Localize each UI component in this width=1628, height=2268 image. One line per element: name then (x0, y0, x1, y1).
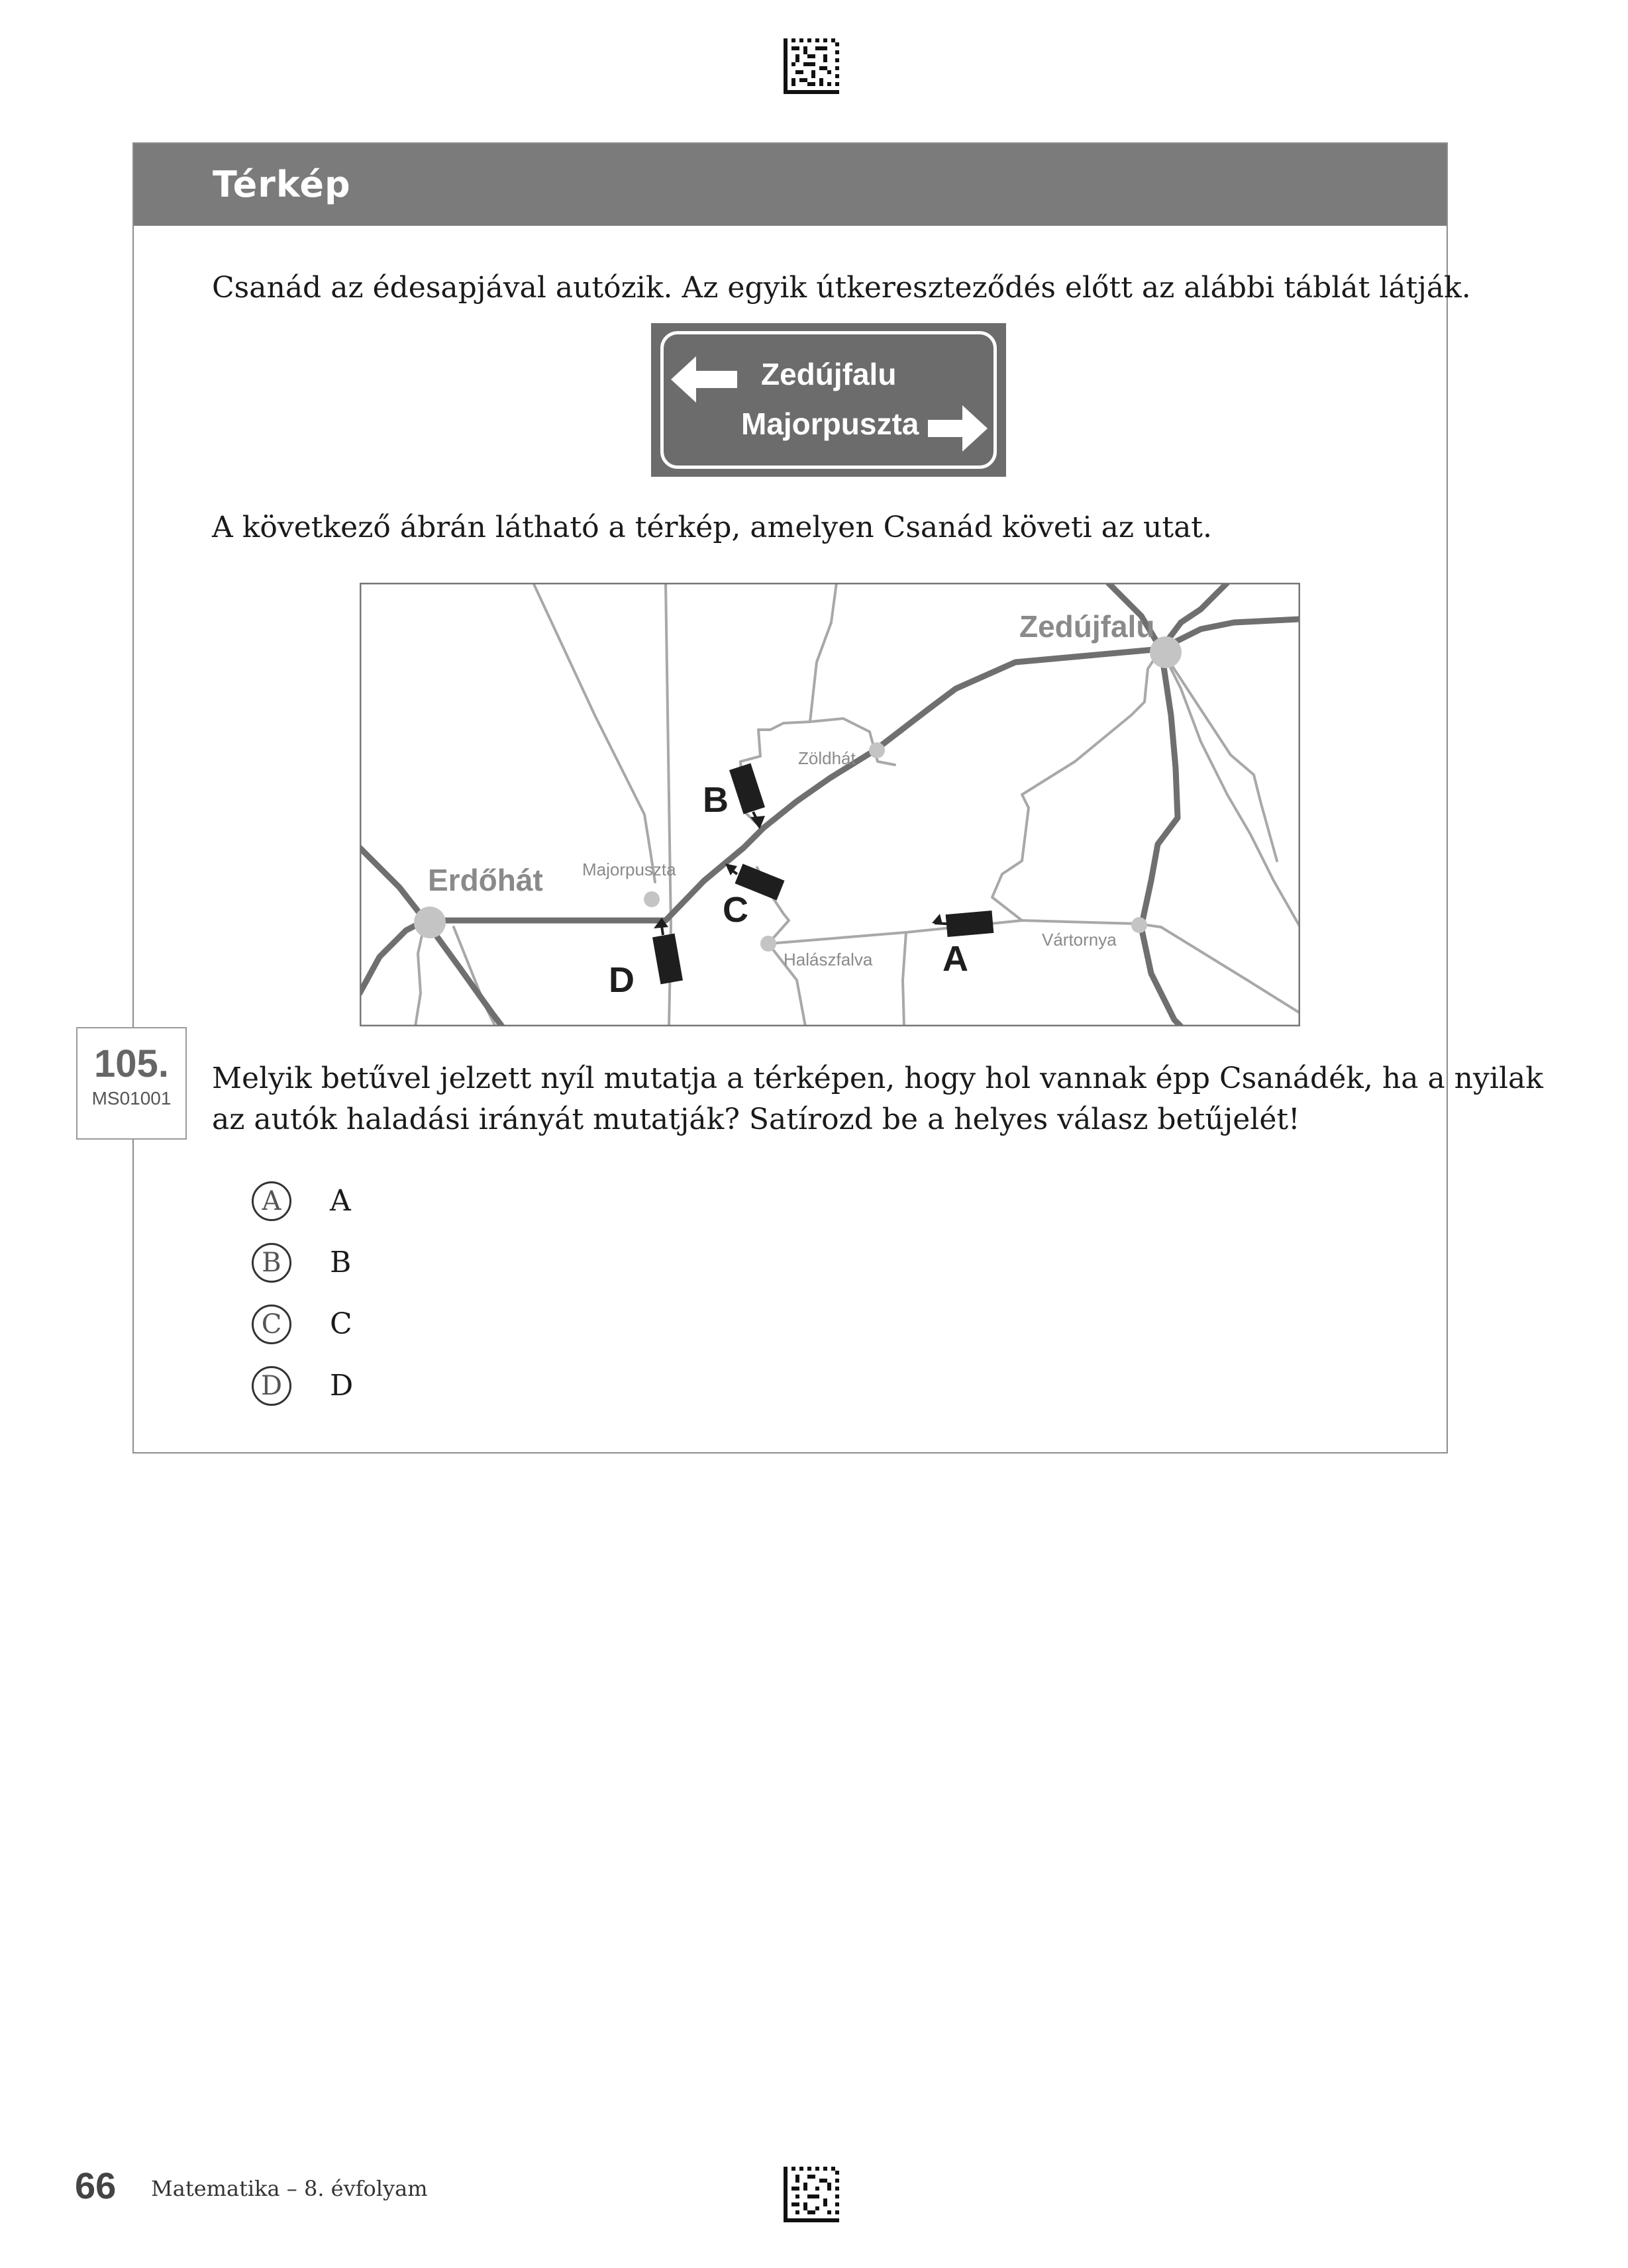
town-label-majorpuszta: Majorpuszta (582, 860, 676, 879)
question-code: MS01001 (91, 1088, 172, 1109)
question-number-box (76, 1027, 187, 1140)
answer-bubble-a[interactable]: A (252, 1181, 291, 1221)
answer-bubble-d[interactable]: D (252, 1366, 291, 1406)
answer-bubble-c[interactable]: C (252, 1305, 291, 1344)
arrow-left-icon (671, 356, 737, 403)
town-label-zedujfalu: Zedújfalu (1019, 609, 1155, 644)
question-line-1: Melyik betűvel jelzett nyíl mutatja a térképen, hogy hol vannak épp Csanádék, ha a nyilak (212, 1061, 1543, 1095)
barcode-top-icon (784, 38, 839, 94)
sign-left-destination: Zedújfalu (761, 357, 897, 391)
answer-label-b: B (330, 1246, 352, 1279)
town-marker-zoldhat (869, 742, 885, 758)
town-label-halaszfalva: Halászfalva (784, 950, 873, 969)
road-sign (651, 323, 1006, 477)
town-label-vartornya: Vártornya (1042, 930, 1117, 950)
answer-label-d: D (330, 1369, 354, 1403)
footer-subject: Matematika – 8. évfolyam (151, 2176, 428, 2201)
task-header (134, 144, 1447, 226)
question-line-2: az autók haladási irányát mutatják? Satírozd be a helyes válasz betűjelét! (212, 1103, 1300, 1136)
answer-bubble-b[interactable]: B (252, 1243, 291, 1283)
page-number: 66 (75, 2165, 117, 2206)
map-intro-text: A következő ábrán látható a térkép, amelyen Csanád követi az utat. (212, 511, 1212, 544)
sign-right-destination: Majorpuszta (741, 407, 919, 441)
car-label-b: B (703, 780, 729, 820)
town-marker-majorpuszta (644, 891, 660, 907)
town-marker-erdohat (414, 907, 446, 938)
town-marker-halaszfalva (760, 936, 776, 952)
town-label-zoldhat: Zöldhát (798, 748, 856, 768)
barcode-bottom-icon (784, 2167, 839, 2222)
task-title: Térkép (213, 164, 351, 205)
car-label-d: D (609, 960, 635, 1000)
question-number: 105. (94, 1042, 169, 1085)
intro-text: Csanád az édesapjával autózik. Az egyik útkereszteződés előtt az alábbi táblát látják. (212, 271, 1471, 305)
town-marker-vartornya (1131, 917, 1147, 933)
car-label-c: C (723, 890, 748, 930)
town-label-erdohat: Erdőhát (428, 863, 543, 897)
answer-label-c: C (330, 1307, 352, 1341)
arrow-right-icon (928, 405, 988, 452)
answer-label-a: A (330, 1184, 351, 1218)
road-map (360, 583, 1300, 1026)
car-label-a: A (942, 939, 968, 979)
